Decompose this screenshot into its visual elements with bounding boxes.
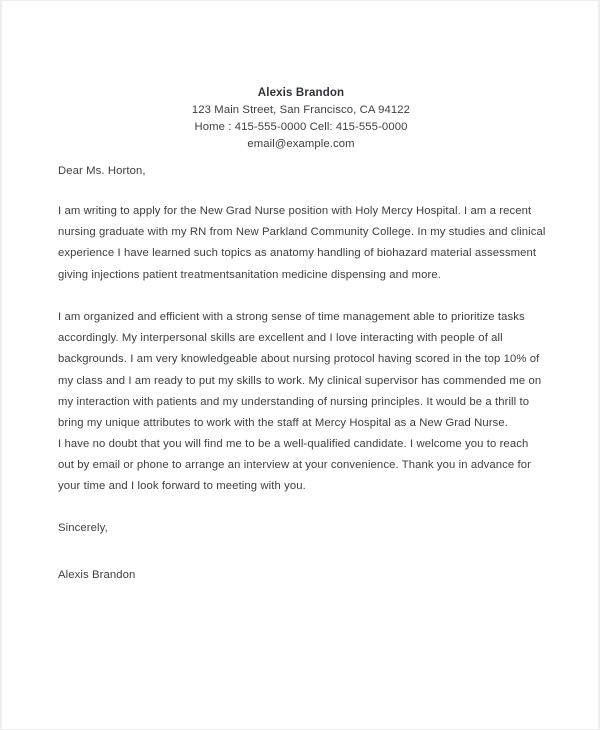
sender-name: Alexis Brandon bbox=[257, 87, 345, 99]
letter-paragraph-2: I am organized and efficient with a strong sense of time management able to prioritize tasks accordingly. My interpersonal skills are excellent and I love interacting with people of all backgrounds. I am very knowledgeable about nursing protocol having scored in the top 10% of my class and I am ready to put my skills to work. My clinical supervisor has commended me on my interaction with patients and my understanding of nursing principles. It would be a thrill to bring my unique attributes to work with the staff at Mercy Hospital as a New Grad Nurse. bbox=[58, 311, 542, 430]
letter-signature-name: Alexis Brandon bbox=[58, 569, 136, 581]
letter-closing: Sincerely, bbox=[58, 522, 108, 534]
sender-phone-numbers: Home : 415-555-0000 Cell: 415-555-0000 bbox=[194, 121, 408, 133]
letter-paragraph-1: I am writing to apply for the New Grad Nurse position with Holy Mercy Hospital. I am a recent nursing graduate with my RN from New Parkland Community College. In my studies and clinical experience I have learned such topics as anatomy handling of biohazard material assessment giving injections patient treatmentsanitation medicine dispensing and more. bbox=[58, 205, 546, 281]
sender-address: 123 Main Street, San Francisco, CA 94122 bbox=[191, 104, 411, 116]
letterhead bbox=[58, 85, 544, 153]
sender-email: email@example.com bbox=[247, 138, 355, 150]
letter-paragraph-3: I have no doubt that you will find me to be a well-qualified candidate. I welcome you to reach out by email or phone to arrange an interview at your convenience. Thank you in advance for your time and I look forward to meeting with you. bbox=[58, 438, 531, 493]
letter-salutation: Dear Ms. Horton, bbox=[58, 165, 146, 177]
